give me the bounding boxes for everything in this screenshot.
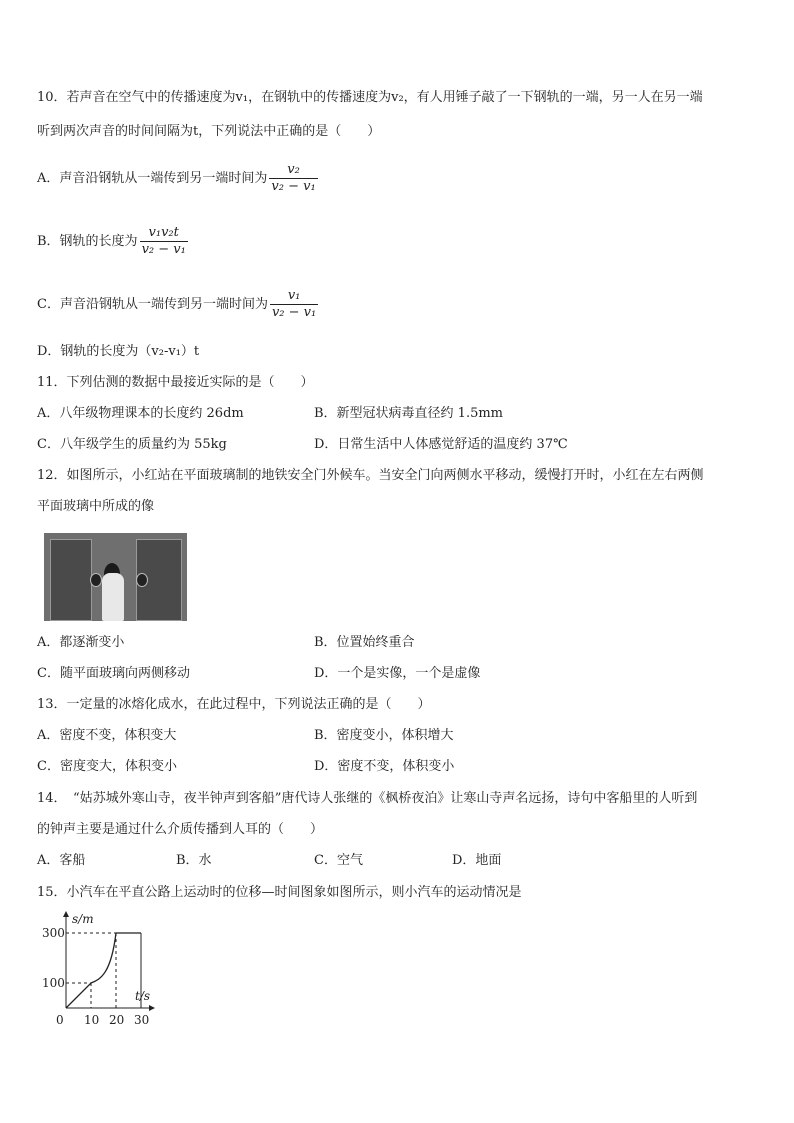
q10-stem-line2: 听到两次声音的时间间隔为t，下列说法中正确的是（ ） (37, 124, 381, 139)
q10-option-c-text: C．声音沿钢轨从一端传到另一端时间为 (37, 297, 268, 312)
q10-option-b-denominator: v₂ − v₁ (141, 242, 186, 257)
q11-option-b: B．新型冠状病毒直径约 1.5mm (314, 406, 504, 421)
q10-option-a-text: A．声音沿钢轨从一端传到另一端时间为 (37, 171, 268, 186)
q15-stem: 15．小汽车在平直公路上运动时的位移—时间图象如图所示，则小汽车的运动情况是 (37, 885, 522, 900)
q13-stem: 13．一定量的冰熔化成水，在此过程中，下列说法正确的是（ ） (37, 697, 431, 712)
q12-option-b: B．位置始终重合 (314, 635, 415, 650)
x-tick-label: 30 (134, 1013, 150, 1027)
subway-door-photo (44, 533, 187, 621)
q11-option-c: C．八年级学生的质量约为 55kg (37, 437, 227, 452)
door-knob-right (136, 573, 148, 587)
series-line (66, 933, 141, 1008)
q14-stem-line1: 14． “姑苏城外寒山寺，夜半钟声到客船”唐代诗人张继的《枫桥夜泊》让寒山寺声名远扬，诗句中客船里的人听到 (37, 791, 698, 806)
q11-option-d: D．日常生活中人体感觉舒适的温度约 37℃ (314, 437, 568, 452)
q12-option-a: A．都逐渐变小 (37, 635, 125, 650)
x-tick-label: 0 (56, 1013, 64, 1027)
q14-option-b: B．水 (176, 853, 212, 868)
q14-option-a: A．客船 (37, 853, 86, 868)
q11-stem: 11．下列估测的数据中最接近实际的是（ ） (37, 375, 314, 390)
q10-option-b-fraction (140, 225, 188, 258)
displacement-time-chart (30, 908, 170, 1032)
q10-option-b-numerator: v₁v₂t (148, 225, 179, 240)
q12-stem-line1: 12．如图所示，小红站在平面玻璃制的地铁安全门外候车。当安全门向两侧水平移动，缓慢打开时，小红在左右两侧 (37, 468, 704, 483)
y-axis-label: s/m (72, 912, 94, 926)
q10-option-b (37, 225, 188, 258)
x-tick-label: 20 (109, 1013, 125, 1027)
q10-option-a-fraction (269, 162, 317, 195)
q14-stem-line2: 的钟声主要是通过什么介质传播到人耳的（ ） (37, 822, 324, 837)
q10-option-a (37, 162, 318, 195)
q10-option-c-denominator: v₂ − v₁ (271, 305, 317, 320)
glass-door-panel-left (50, 539, 92, 621)
y-tick-label: 300 (42, 926, 65, 940)
q11-option-a: A．八年级物理课本的长度约 26dm (37, 406, 244, 421)
q10-option-c-fraction (270, 288, 318, 321)
q13-option-a: A．密度不变，体积变大 (37, 728, 177, 743)
q14-option-d: D．地面 (452, 853, 502, 868)
girl-figure (102, 573, 124, 621)
q10-option-b-text: B．钢轨的长度为 (37, 234, 138, 249)
q12-option-d: D．一个是实像，一个是虚像 (314, 666, 481, 681)
y-axis-arrow (63, 911, 69, 917)
q10-stem-line1: 10．若声音在空气中的传播速度为v₁，在钢轨中的传播速度为v₂，有人用锤子敲了一下钢轨的一端，另一人在另一端 (37, 90, 703, 105)
q10-option-c-numerator: v₁ (287, 288, 301, 303)
q10-option-c (37, 288, 318, 321)
x-tick-label: 10 (84, 1013, 100, 1027)
q12-option-c: C．随平面玻璃向两侧移动 (37, 666, 190, 681)
q10-option-d: D．钢轨的长度为（v₂-v₁）t (37, 344, 200, 359)
y-tick-label: 100 (42, 976, 65, 990)
q13-option-b: B．密度变小，体积增大 (314, 728, 454, 743)
x-axis-arrow (149, 1005, 155, 1011)
x-axis-label: t/s (135, 989, 151, 1003)
q13-option-d: D．密度不变，体积变小 (314, 759, 455, 774)
q10-option-a-numerator: v₂ (287, 162, 300, 177)
q12-stem-line2: 平面玻璃中所成的像 (37, 499, 155, 514)
q13-option-c: C．密度变大，体积变小 (37, 759, 177, 774)
q10-option-a-denominator: v₂ − v₁ (271, 179, 316, 194)
door-knob-left (90, 573, 102, 587)
q14-option-c: C．空气 (314, 853, 363, 868)
